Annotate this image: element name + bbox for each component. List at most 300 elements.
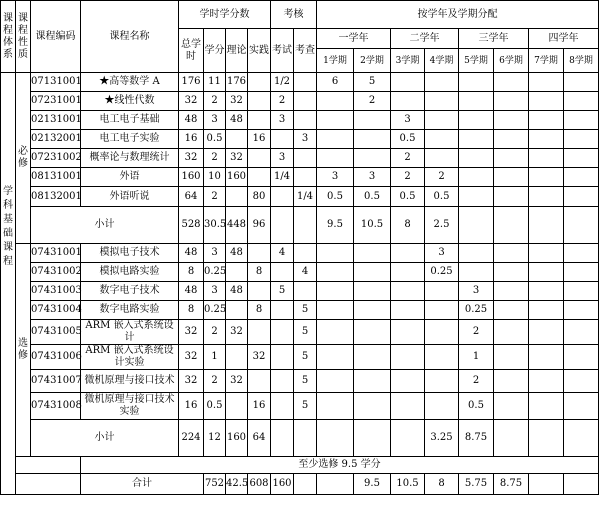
subtotal-lab: 64 bbox=[248, 420, 271, 457]
course-check bbox=[294, 149, 317, 168]
course-s5: 3 bbox=[459, 282, 494, 301]
course-s1 bbox=[317, 345, 354, 370]
elective-label: 选修 bbox=[16, 244, 31, 457]
course-s4 bbox=[425, 282, 459, 301]
course-exam: 1/2 bbox=[271, 73, 294, 92]
subtotal-check bbox=[294, 420, 317, 457]
course-s2 bbox=[354, 149, 391, 168]
required-course-row bbox=[1, 92, 599, 111]
course-s6 bbox=[494, 130, 529, 149]
course-s6 bbox=[494, 187, 529, 207]
course-s8 bbox=[564, 263, 599, 282]
course-code: 07431006 bbox=[31, 345, 81, 370]
grand-total-lab: 160 bbox=[271, 474, 294, 495]
course-s8 bbox=[564, 282, 599, 301]
subtotal-label: 小计 bbox=[31, 207, 179, 244]
course-exam bbox=[271, 370, 294, 393]
subtotal-s1: 9.5 bbox=[317, 207, 354, 244]
course-s8 bbox=[564, 187, 599, 207]
course-theory bbox=[226, 301, 248, 320]
course-credit: 2 bbox=[204, 320, 226, 345]
course-s5 bbox=[459, 111, 494, 130]
course-theory: 32 bbox=[226, 370, 248, 393]
course-s1 bbox=[317, 393, 354, 420]
header-assessment: 考核 bbox=[271, 1, 317, 29]
course-s3: 0.5 bbox=[391, 187, 425, 207]
course-code: 07231001 bbox=[31, 92, 81, 111]
required-course-row bbox=[1, 111, 599, 130]
course-check: 5 bbox=[294, 370, 317, 393]
course-name: ARM 嵌入式系统设计实验 bbox=[81, 345, 179, 370]
course-s6 bbox=[494, 345, 529, 370]
course-s6 bbox=[494, 111, 529, 130]
course-s3: 3 bbox=[391, 111, 425, 130]
course-code: 02132001 bbox=[31, 130, 81, 149]
course-s8 bbox=[564, 393, 599, 420]
course-check bbox=[294, 73, 317, 92]
course-s4 bbox=[425, 73, 459, 92]
course-exam bbox=[271, 345, 294, 370]
system-label-char bbox=[1, 340, 15, 354]
subtotal-total: 528 bbox=[179, 207, 204, 244]
course-credit: 1 bbox=[204, 345, 226, 370]
course-theory: 160 bbox=[226, 168, 248, 187]
course-credit: 0.5 bbox=[204, 393, 226, 420]
course-s5 bbox=[459, 73, 494, 92]
course-lab: 16 bbox=[248, 393, 271, 420]
course-credit: 2 bbox=[204, 370, 226, 393]
course-name: 电工电子实验 bbox=[81, 130, 179, 149]
subtotal-s4: 3.25 bbox=[425, 420, 459, 457]
course-s3: 2 bbox=[391, 149, 425, 168]
course-code: 07431001 bbox=[31, 244, 81, 263]
course-s6 bbox=[494, 370, 529, 393]
course-exam: 2 bbox=[271, 92, 294, 111]
course-total: 64 bbox=[179, 187, 204, 207]
required-course-row bbox=[1, 149, 599, 168]
course-exam bbox=[271, 320, 294, 345]
course-credit: 10 bbox=[204, 168, 226, 187]
grand-total-theory: 608 bbox=[248, 474, 271, 495]
course-s7 bbox=[529, 149, 564, 168]
course-s5: 1 bbox=[459, 345, 494, 370]
subtotal-s1 bbox=[317, 420, 354, 457]
course-theory: 32 bbox=[226, 320, 248, 345]
course-s3 bbox=[391, 92, 425, 111]
course-credit: 0.5 bbox=[204, 130, 226, 149]
course-total: 16 bbox=[179, 393, 204, 420]
course-exam: 3 bbox=[271, 111, 294, 130]
subtotal-credit: 12 bbox=[204, 420, 226, 457]
course-total: 48 bbox=[179, 111, 204, 130]
course-s3 bbox=[391, 282, 425, 301]
course-lab bbox=[248, 92, 271, 111]
grand-total-s5: 8.75 bbox=[494, 474, 529, 495]
course-s2 bbox=[354, 345, 391, 370]
system-label-char bbox=[1, 326, 15, 340]
course-s1: 0.5 bbox=[317, 187, 354, 207]
course-name: 模拟电路实验 bbox=[81, 263, 179, 282]
course-s7 bbox=[529, 187, 564, 207]
course-s6 bbox=[494, 263, 529, 282]
course-s8 bbox=[564, 130, 599, 149]
course-s8 bbox=[564, 149, 599, 168]
course-s2: 2 bbox=[354, 92, 391, 111]
course-s7 bbox=[529, 73, 564, 92]
course-lab bbox=[248, 370, 271, 393]
course-s5 bbox=[459, 263, 494, 282]
course-s4 bbox=[425, 320, 459, 345]
course-s3 bbox=[391, 345, 425, 370]
course-s4: 3 bbox=[425, 244, 459, 263]
course-exam bbox=[271, 393, 294, 420]
course-s8 bbox=[564, 244, 599, 263]
course-theory bbox=[226, 263, 248, 282]
header-total-hours: 总学时 bbox=[179, 29, 204, 73]
course-check bbox=[294, 282, 317, 301]
subtotal-check bbox=[294, 207, 317, 244]
system-label-char: 基 bbox=[3, 213, 13, 225]
course-s7 bbox=[529, 370, 564, 393]
course-exam: 5 bbox=[271, 282, 294, 301]
course-name: 微机原理与接口技术实验 bbox=[81, 393, 179, 420]
subtotal-total: 224 bbox=[179, 420, 204, 457]
course-s1 bbox=[317, 92, 354, 111]
course-s3 bbox=[391, 244, 425, 263]
course-s1 bbox=[317, 301, 354, 320]
course-lab bbox=[248, 149, 271, 168]
header-system: 课程体系 bbox=[1, 1, 16, 73]
subtotal-s2 bbox=[354, 420, 391, 457]
course-s2 bbox=[354, 244, 391, 263]
grand-total-row bbox=[1, 474, 599, 495]
course-code: 07431007 bbox=[31, 370, 81, 393]
course-check bbox=[294, 111, 317, 130]
elective-course-row bbox=[1, 244, 599, 263]
course-s2 bbox=[354, 301, 391, 320]
course-credit: 3 bbox=[204, 282, 226, 301]
course-total: 176 bbox=[179, 73, 204, 92]
course-theory bbox=[226, 393, 248, 420]
course-lab bbox=[248, 168, 271, 187]
course-s4 bbox=[425, 301, 459, 320]
header-check: 考查 bbox=[294, 29, 317, 73]
course-s3 bbox=[391, 263, 425, 282]
course-exam bbox=[271, 301, 294, 320]
header-year-2: 二学年 bbox=[391, 29, 459, 49]
course-s3 bbox=[391, 73, 425, 92]
course-s6 bbox=[494, 244, 529, 263]
course-s4 bbox=[425, 130, 459, 149]
course-name: ARM 嵌入式系统设计 bbox=[81, 320, 179, 345]
system-label bbox=[1, 73, 16, 495]
course-s4 bbox=[425, 111, 459, 130]
course-theory bbox=[226, 130, 248, 149]
system-label-char bbox=[1, 270, 15, 284]
course-lab bbox=[248, 282, 271, 301]
elective-subtotal-row bbox=[1, 420, 599, 457]
course-s5 bbox=[459, 244, 494, 263]
header-name: 课程名称 bbox=[81, 1, 179, 73]
subtotal-exam bbox=[271, 420, 294, 457]
elective-course-row bbox=[1, 282, 599, 301]
course-theory: 32 bbox=[226, 92, 248, 111]
course-s4 bbox=[425, 345, 459, 370]
course-s7 bbox=[529, 130, 564, 149]
course-s2 bbox=[354, 282, 391, 301]
header-semester-7: 7学期 bbox=[529, 49, 564, 73]
course-name: ★高等数学 A bbox=[81, 73, 179, 92]
elective-note: 至少选修 9.5 学分 bbox=[81, 457, 599, 474]
subtotal-theory: 448 bbox=[226, 207, 248, 244]
subtotal-theory: 160 bbox=[226, 420, 248, 457]
subtotal-s3 bbox=[391, 420, 425, 457]
course-check: 5 bbox=[294, 345, 317, 370]
course-s4 bbox=[425, 370, 459, 393]
course-code: 08132001 bbox=[31, 187, 81, 207]
course-s5: 0.5 bbox=[459, 393, 494, 420]
header-semester-2: 2学期 bbox=[354, 49, 391, 73]
elective-course-row bbox=[1, 345, 599, 370]
course-check: 5 bbox=[294, 320, 317, 345]
course-s5: 0.25 bbox=[459, 301, 494, 320]
course-exam: 1/4 bbox=[271, 168, 294, 187]
elective-course-row bbox=[1, 301, 599, 320]
course-name: 电工电子基础 bbox=[81, 111, 179, 130]
note-spacer bbox=[16, 457, 81, 474]
course-s1 bbox=[317, 263, 354, 282]
course-credit: 11 bbox=[204, 73, 226, 92]
required-course-row bbox=[1, 187, 599, 207]
header-lab: 实践 bbox=[248, 29, 271, 73]
course-code: 07431008 bbox=[31, 393, 81, 420]
course-s8 bbox=[564, 73, 599, 92]
course-total: 8 bbox=[179, 263, 204, 282]
course-s2 bbox=[354, 130, 391, 149]
course-s4: 0.25 bbox=[425, 263, 459, 282]
course-s2 bbox=[354, 370, 391, 393]
elective-note-row bbox=[1, 457, 599, 474]
course-s2 bbox=[354, 320, 391, 345]
course-s2 bbox=[354, 393, 391, 420]
required-course-row bbox=[1, 168, 599, 187]
course-exam bbox=[271, 187, 294, 207]
course-s6 bbox=[494, 301, 529, 320]
course-s6 bbox=[494, 149, 529, 168]
system-label-char: 科 bbox=[3, 199, 13, 211]
course-s8 bbox=[564, 168, 599, 187]
header-exam: 考试 bbox=[271, 29, 294, 73]
course-s6 bbox=[494, 282, 529, 301]
elective-course-row bbox=[1, 370, 599, 393]
subtotal-lab: 96 bbox=[248, 207, 271, 244]
course-s4 bbox=[425, 393, 459, 420]
header-semester-1: 1学期 bbox=[317, 49, 354, 73]
course-s2: 0.5 bbox=[354, 187, 391, 207]
grand-total-credit: 42.5 bbox=[226, 474, 248, 495]
grand-total-s1: 9.5 bbox=[354, 474, 391, 495]
subtotal-s8 bbox=[564, 207, 599, 244]
course-lab bbox=[248, 244, 271, 263]
course-s1 bbox=[317, 130, 354, 149]
subtotal-s5 bbox=[459, 207, 494, 244]
system-label-char: 础 bbox=[3, 227, 13, 239]
course-s5: 2 bbox=[459, 370, 494, 393]
course-s1 bbox=[317, 370, 354, 393]
course-s6 bbox=[494, 393, 529, 420]
course-s7 bbox=[529, 393, 564, 420]
course-check bbox=[294, 244, 317, 263]
course-s6 bbox=[494, 92, 529, 111]
course-check: 4 bbox=[294, 263, 317, 282]
course-theory: 48 bbox=[226, 282, 248, 301]
course-total: 32 bbox=[179, 345, 204, 370]
subtotal-s6 bbox=[494, 207, 529, 244]
course-theory: 176 bbox=[226, 73, 248, 92]
subtotal-s4: 2.5 bbox=[425, 207, 459, 244]
system-label-char: 学 bbox=[3, 185, 13, 197]
subtotal-exam bbox=[271, 207, 294, 244]
header-year-3: 三学年 bbox=[459, 29, 529, 49]
course-code: 07431003 bbox=[31, 282, 81, 301]
course-lab: 80 bbox=[248, 187, 271, 207]
course-s1 bbox=[317, 149, 354, 168]
course-s7 bbox=[529, 111, 564, 130]
system-label-char bbox=[1, 298, 15, 312]
course-s7 bbox=[529, 320, 564, 345]
course-s7 bbox=[529, 282, 564, 301]
course-credit: 0.25 bbox=[204, 263, 226, 282]
course-s8 bbox=[564, 345, 599, 370]
system-label-char bbox=[1, 354, 15, 368]
course-s1 bbox=[317, 282, 354, 301]
course-s2: 5 bbox=[354, 73, 391, 92]
course-s4: 2 bbox=[425, 168, 459, 187]
course-s6 bbox=[494, 73, 529, 92]
course-check: 5 bbox=[294, 301, 317, 320]
course-s5: 2 bbox=[459, 320, 494, 345]
header-distribution: 按学年及学期分配 bbox=[317, 1, 599, 29]
course-name: 微机原理与接口技术 bbox=[81, 370, 179, 393]
course-total: 48 bbox=[179, 282, 204, 301]
subtotal-s3: 8 bbox=[391, 207, 425, 244]
course-s4: 0.5 bbox=[425, 187, 459, 207]
grand-total-s7 bbox=[564, 474, 599, 495]
course-s3 bbox=[391, 301, 425, 320]
grand-total-label: 合计 bbox=[81, 474, 204, 495]
course-s3 bbox=[391, 370, 425, 393]
course-s1 bbox=[317, 320, 354, 345]
course-credit: 3 bbox=[204, 111, 226, 130]
course-s3: 2 bbox=[391, 168, 425, 187]
course-code: 07131001 bbox=[31, 73, 81, 92]
course-credit: 2 bbox=[204, 92, 226, 111]
course-s5 bbox=[459, 130, 494, 149]
course-check: 3 bbox=[294, 130, 317, 149]
course-credit: 0.25 bbox=[204, 301, 226, 320]
course-s8 bbox=[564, 370, 599, 393]
grand-total-s2: 10.5 bbox=[391, 474, 425, 495]
grand-total-check bbox=[317, 474, 354, 495]
course-lab bbox=[248, 320, 271, 345]
required-course-row bbox=[1, 73, 599, 92]
course-total: 8 bbox=[179, 301, 204, 320]
course-lab bbox=[248, 73, 271, 92]
required-subtotal-row bbox=[1, 207, 599, 244]
course-total: 16 bbox=[179, 130, 204, 149]
course-s7 bbox=[529, 345, 564, 370]
header-hours-credits: 学时学分数 bbox=[179, 1, 271, 29]
course-s7 bbox=[529, 92, 564, 111]
course-check: 1/4 bbox=[294, 187, 317, 207]
course-s7 bbox=[529, 168, 564, 187]
course-exam: 3 bbox=[271, 149, 294, 168]
course-s7 bbox=[529, 301, 564, 320]
course-credit: 3 bbox=[204, 244, 226, 263]
grand-total-s6 bbox=[529, 474, 564, 495]
course-s5 bbox=[459, 187, 494, 207]
grand-total-exam bbox=[294, 474, 317, 495]
elective-course-row bbox=[1, 393, 599, 420]
required-label: 必修 bbox=[16, 73, 31, 244]
header-semester-8: 8学期 bbox=[564, 49, 599, 73]
header-credits: 学分 bbox=[204, 29, 226, 73]
course-s2 bbox=[354, 111, 391, 130]
course-name: 外语听说 bbox=[81, 187, 179, 207]
course-code: 07431005 bbox=[31, 320, 81, 345]
header-theory: 理论 bbox=[226, 29, 248, 73]
course-name: 概率论与数理统计 bbox=[81, 149, 179, 168]
course-name: ★线性代数 bbox=[81, 92, 179, 111]
course-s5 bbox=[459, 92, 494, 111]
elective-course-row bbox=[1, 263, 599, 282]
course-s8 bbox=[564, 92, 599, 111]
course-code: 07431004 bbox=[31, 301, 81, 320]
grand-total-total: 752 bbox=[204, 474, 226, 495]
course-check: 5 bbox=[294, 393, 317, 420]
course-name: 模拟电子技术 bbox=[81, 244, 179, 263]
course-s1 bbox=[317, 244, 354, 263]
header-nature: 课程性质 bbox=[16, 1, 31, 73]
course-check bbox=[294, 168, 317, 187]
course-s3: 0.5 bbox=[391, 130, 425, 149]
system-label-char bbox=[1, 312, 15, 326]
subtotal-s7 bbox=[529, 207, 564, 244]
course-theory: 48 bbox=[226, 244, 248, 263]
course-total: 48 bbox=[179, 244, 204, 263]
subtotal-s5: 8.75 bbox=[459, 420, 494, 457]
course-code: 08131001 bbox=[31, 168, 81, 187]
course-s4 bbox=[425, 92, 459, 111]
course-s4 bbox=[425, 149, 459, 168]
course-total: 160 bbox=[179, 168, 204, 187]
course-lab: 8 bbox=[248, 301, 271, 320]
course-s6 bbox=[494, 320, 529, 345]
course-s1: 6 bbox=[317, 73, 354, 92]
course-s6 bbox=[494, 168, 529, 187]
elective-course-row bbox=[1, 320, 599, 345]
course-s8 bbox=[564, 320, 599, 345]
course-code: 07231002 bbox=[31, 149, 81, 168]
course-theory bbox=[226, 187, 248, 207]
course-code: 02131001 bbox=[31, 111, 81, 130]
course-exam: 4 bbox=[271, 244, 294, 263]
course-credit: 2 bbox=[204, 149, 226, 168]
course-s1 bbox=[317, 111, 354, 130]
course-s1: 3 bbox=[317, 168, 354, 187]
course-s2: 3 bbox=[354, 168, 391, 187]
course-exam bbox=[271, 130, 294, 149]
